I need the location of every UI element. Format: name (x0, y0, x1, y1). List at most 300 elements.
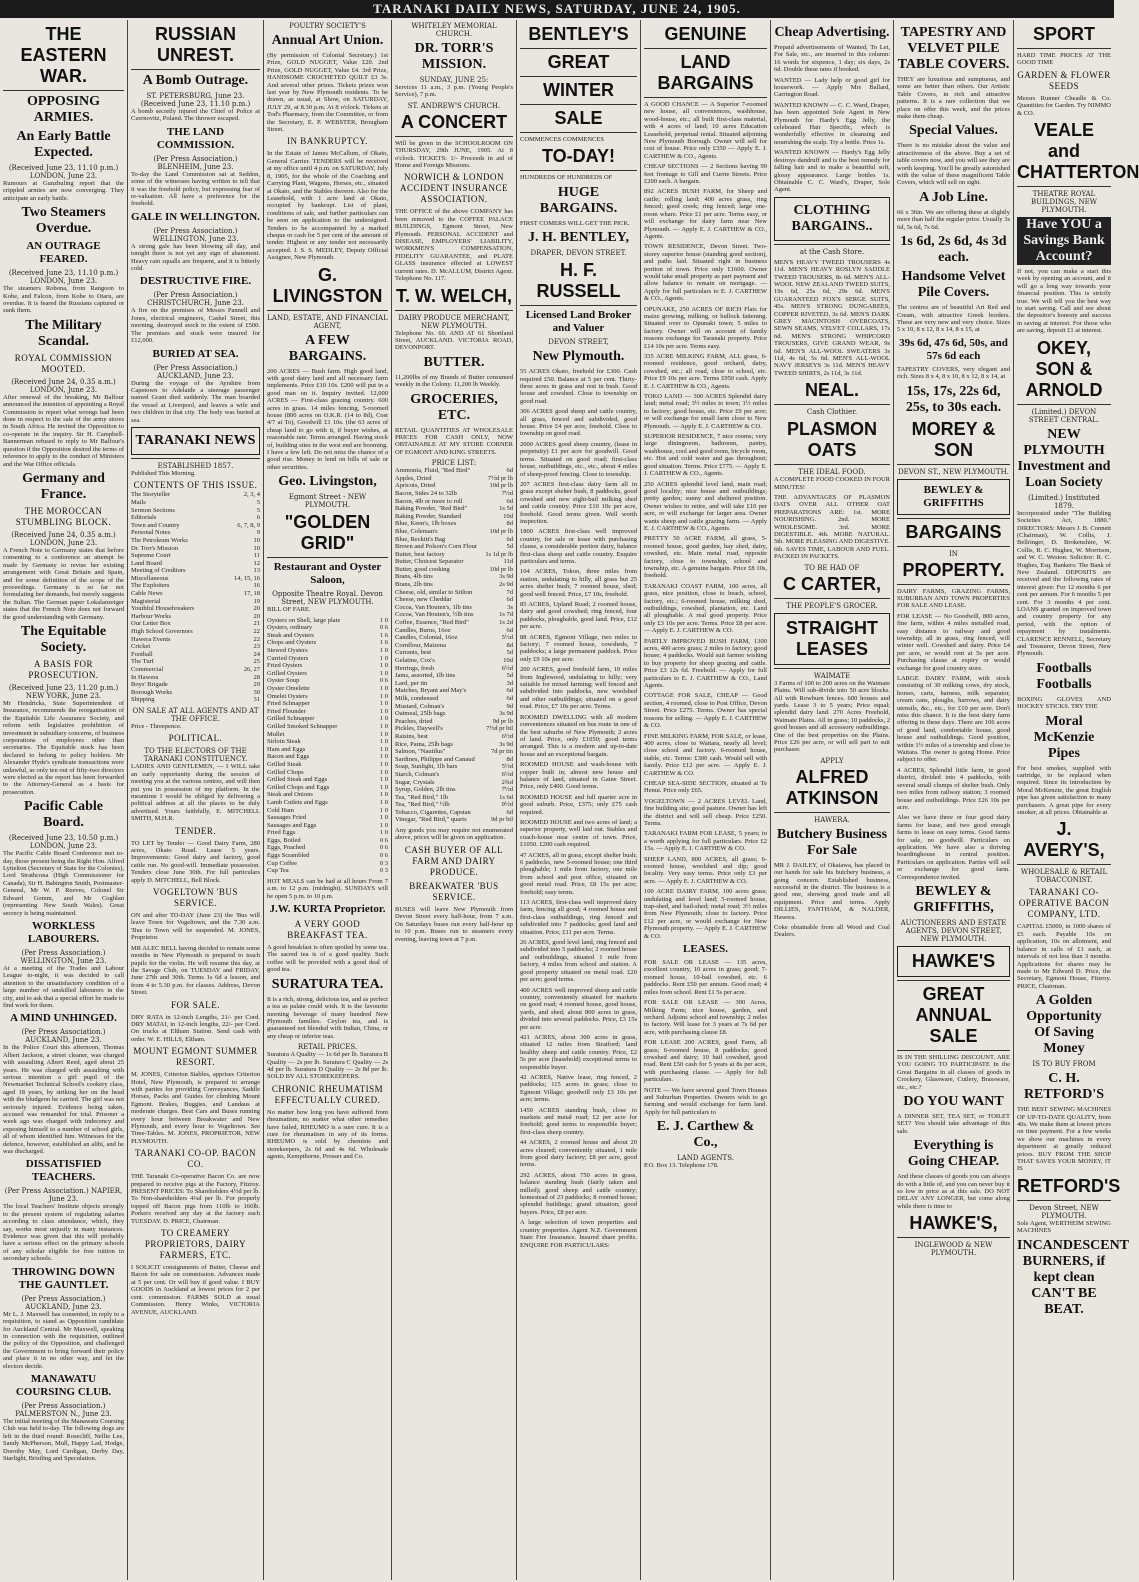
list-value: 1 0 (379, 692, 388, 700)
list-row (395, 581, 513, 589)
divider (267, 310, 388, 311)
article-block (131, 1228, 260, 1261)
body-text: A French Note to Germany states that before consenting to a conference an attempt be made by Germany to revise her existing arrangement with Great Britain and Spain, and for some definition of the scope of the proceedings. Germany is so far not formulating her demands, but merely suggests the Sultan. The German paper Lokalanzeiger states that the French Note does not forward the good understanding with Germany. (3, 546, 124, 621)
article-block (897, 1213, 1010, 1234)
article-block (774, 564, 890, 595)
list-row (267, 655, 388, 663)
body-text: BUSES will leave New Plymouth from Devon Street every half-hour, from 7 a.m. On Saturdays buses run every half-hour up to 10 p.m. Buses run to steamers every evening, leaving town at 7 p.m. (395, 905, 513, 943)
article-block (520, 761, 637, 791)
article-block (897, 76, 1010, 120)
article-block (131, 945, 260, 997)
article-block (774, 862, 890, 921)
article-block (644, 535, 767, 579)
article-block (3, 1028, 124, 1155)
list-row (131, 552, 260, 560)
list-value: 22 (253, 635, 260, 643)
list-row (395, 505, 513, 513)
list-value: 13 (253, 567, 260, 575)
list-value: 1 0 (379, 791, 388, 799)
article-block (774, 419, 890, 461)
list-row (395, 513, 513, 521)
headline: LAND BARGAINS (657, 52, 754, 93)
list-label: Blue, Keen's, 1lb boxes (395, 520, 457, 528)
list-value: 12 (253, 559, 260, 567)
body-text: TOKO LAND — 300 ACRES Splendid dairy land; metal road; 3½ miles to town; 1½ miles to factory; good house, etc. Price £9 per acre; or will exchange for small farm close to New Plymouth. — Apply E. J. CARTHEW & CO. (644, 393, 767, 430)
headline: FOR SALE. (170, 999, 220, 1010)
list-row (395, 657, 513, 665)
list-label: Pickles, Daywell's (395, 725, 443, 733)
headline: An Early Battle Expected. (16, 129, 111, 160)
article-block (3, 471, 124, 503)
headline: G. LIVINGSTON (272, 264, 383, 306)
article-block (395, 459, 513, 824)
headline: HUGE BARGAINS. (539, 184, 618, 216)
list-value: 1 6 (379, 639, 388, 647)
headline: A Golden Opportunity Of Saving Money (1026, 993, 1102, 1057)
list-row (267, 708, 388, 716)
headline: PLASMON OATS (787, 419, 877, 461)
article-block (267, 314, 388, 330)
body-text: P.O. Box 13. Telephone 178. (644, 1162, 719, 1170)
body-text: Suratura A Quality — 1s 6d per lb. Suratura B Quality — 2s per lb. Suratura C Quality — 2s 4d per lb. Suratura D Quality — 2s 8d per lb. SOLD BY ALL STOREKEEPERS. (267, 1051, 388, 1081)
headline: THROWING DOWN THE GAUNTLET. (12, 1265, 115, 1291)
newspaper-columns (0, 20, 1139, 1580)
divider (897, 1050, 1010, 1051)
article-block (774, 827, 890, 859)
body-text: Published This Morning. (131, 469, 196, 477)
article-block (520, 174, 637, 181)
list-value: 23 (253, 643, 260, 651)
list-label: Cocoa, Van Houten's, ½lb tins (395, 611, 474, 619)
list-value: 10d pr lb (489, 565, 513, 573)
body-text: FOR SALE OR LEASE — 300 Acres, Milking Farm; nice house, garden, and orchard. Adjoins school and township; 2 miles to factory. Will lease for 3 years at 7s 6d per acre, with purchasing clause £8. (644, 999, 767, 1036)
body-text: 26 ACRES, good level land, ring fenced and subdivided into 5 paddocks; 2 roomed house and outbuildings, situated 1 mile from factory, 4 miles from school and station. A good property situated on metal road. £20 per acre; good terms. (520, 939, 637, 984)
article-block (774, 248, 890, 256)
article-block (644, 481, 767, 533)
list-label: Ammonia, Fluid, "Red Bird" (395, 467, 471, 475)
body-text: TARANAKI FARM FOR LEASE, 5 years; to a worth applying for full particulars. Price £2 15s. — Apply E. J. CARTHEW & CO. (644, 830, 767, 853)
headline: CLOTHING BARGAINS.. (791, 202, 873, 234)
divider (774, 464, 890, 465)
article-block (267, 944, 388, 974)
headline: PROPERTY. (902, 559, 1005, 580)
list-value: 5d (506, 649, 513, 657)
headline: A Bomb Outrage. (142, 73, 249, 88)
headline: Everything is Going CHEAP. (907, 1138, 1000, 1170)
article-block (897, 142, 1010, 186)
body-text: At a meeting of the Trades and Labour League to-night, it was decided to call attention to the unsatisfactory condition of a large number of unskilled labourers in the city, and to ask that a special effort be made to find work for them. (3, 964, 124, 1009)
article-block (520, 1219, 637, 1249)
list-row (131, 560, 260, 568)
list-row (395, 467, 513, 475)
list-row (267, 761, 388, 769)
list-row (131, 605, 260, 613)
article-block (644, 780, 767, 795)
dateline: (Received June 24, 0.35 a.m.) LONDON, June 23. (11, 530, 116, 547)
body-text: 4 ACRES, Splendid little farm, in good district, divided into 4 paddocks, with several small clumps of shelter bush. Only two miles from railway station; 3 roomed house and outbuildings. Price £26 10s per acre. (897, 766, 1010, 811)
column-1 (0, 20, 128, 1580)
list-label: Miscellaneous (131, 574, 169, 582)
body-text: Any goods you may require not enumerated above, prices will be given on application. (395, 827, 513, 842)
article-block (520, 24, 637, 45)
list-label: Football (131, 650, 153, 658)
divider (520, 48, 637, 49)
headline: RUSSIAN UNREST. (154, 24, 236, 65)
list-label: Sausages Fried (267, 814, 307, 822)
body-text: Also we have three or four good dairy farms for lease, and two good enough farms to lease on easy terms. Good farms for sale, no goodwill. Particulars on application. We have also a thriving boardinghouse in central position. Particulars on application. Parties will sell or exchange for good farm. Correspondence invited. (897, 814, 1010, 881)
list-value: 6, 7, 8, 9 (237, 521, 260, 529)
article-block (520, 52, 637, 73)
article-block (267, 919, 388, 941)
list-row (395, 642, 513, 650)
article-block (644, 433, 767, 477)
article-block (131, 1148, 260, 1170)
list-label: Matches, Bryant and May's (395, 687, 467, 695)
list-row (395, 672, 513, 680)
headline: GREAT (547, 52, 610, 72)
list-row (395, 589, 513, 597)
headline: A Job Line. (919, 189, 988, 205)
body-text: During the voyage of the Ayrshire from Capetown to Adelaide a steerage passenger named Grant died suddenly. The man boarded the vessel at Liverpool, and leaves a wife and two children in that city. The body was buried at sea. (131, 379, 260, 424)
article-block (897, 337, 1010, 363)
list-value: 1 0 (379, 753, 388, 761)
article-block (774, 102, 890, 146)
dateline: Opposite Theatre Royal. Devon Street, NEW PLYMOUTH. (272, 590, 383, 607)
headline: TO CREAMERY PROPRIETORS, DAIRY FARMERS, ETC. (144, 1228, 247, 1261)
article-block (3, 353, 124, 375)
headline: Two Steamers Overdue. (21, 205, 106, 237)
headline: VOGELTOWN 'BUS SERVICE. (153, 887, 238, 909)
column-3 (264, 20, 392, 1580)
list-value: 0 3 (379, 867, 388, 875)
list-row (395, 619, 513, 627)
body-text: HOT MEALS can be had at all hours From 7 a.m. to 12 p.m. (midnight). SUNDAYS will be open 5 p.m. to 10 p.m. (267, 877, 388, 900)
list-label: Curried Oysters (267, 654, 309, 662)
body-text: WANTED — Lady help or good girl for housework. — Apply Mrs Ballard, Carrington Road. (774, 76, 890, 99)
list-value: 0 6 (379, 852, 388, 860)
article-block (3, 1295, 124, 1370)
article-block (395, 906, 513, 943)
dateline: (Received June 23, 11.10 p.m.) LONDON, June 23. (8, 164, 119, 180)
dateline: SUNDAY, JUNE 25: (419, 76, 489, 84)
list-label: Bacon, 4lb or more to roll (395, 497, 463, 505)
list-label: Blue, Coleman's (395, 527, 438, 535)
article-block (131, 1000, 260, 1011)
headline: 39s 6d, 47s 6d, 50s, and 57s 6d each (899, 336, 1008, 362)
list-value: 1 0 (379, 768, 388, 776)
article-block (644, 1119, 767, 1151)
list-value: 6d (506, 626, 513, 634)
list-label: Vinegar, "Red Bird," quarts (395, 816, 467, 824)
list-value: 6d (506, 808, 513, 816)
dateline: WAIMATE (813, 671, 851, 680)
body-text: 104 ACRES, Tokoo, three miles from station, undulating to hilly, all grass but 25 acres shelter bush; 7 roomed house, shed; good well fenced. Price, £7 10s, freehold. (520, 568, 637, 598)
body-text: If not, you can make a start this week by opening an account, and it will go a long way towards your financial position. This is strictly true. We will tell you the best way to start saving. Call and see about the depositor's honesty and success in saving at interest. For those who are saving, deposit £1 at interest. (1017, 268, 1111, 335)
body-text: 892 ACRES BUSH FARM, for Sheep and cattle; rolling land; 400 acres grass, ring fenced; good creek; ring fenced; large one-room whare. Price £1 per acre. Terms easy, or will exchange for dairy farm near New Plymouth. — Apply E. J. CARTHEW & CO., Agents. (644, 188, 767, 240)
article-block (3, 799, 124, 831)
article-block (1017, 993, 1111, 1057)
list-label: Brans, 2lb tins (395, 581, 433, 589)
list-row (267, 647, 388, 655)
headline: Cheap Advertising. (774, 25, 890, 40)
list-row (131, 575, 260, 583)
list-value: 1 0 (379, 783, 388, 791)
article-block (1017, 1175, 1121, 1197)
list-row (131, 522, 260, 530)
list-label: Currants, best (395, 649, 432, 657)
dateline: HAWERA. (814, 815, 850, 824)
list-row (131, 537, 260, 545)
list-row (395, 779, 513, 787)
body-text: ROOMED HOUSE and wash-house with copper built in; almost new house and balance of land, situated in Gaine Street. Price, only £400. Good terms. (520, 761, 637, 791)
headline: TARANAKI NEWS (135, 432, 256, 448)
list-label: Cup Coffee (267, 859, 298, 867)
body-text: To-day the Land Commission sat at Seddon, some of the witnesses having written to tell that it was the freehold policy, but expressing fear of re-valuation. All have a preference for the freehold. (131, 170, 260, 208)
article-block (267, 52, 388, 133)
article-block (267, 512, 388, 554)
body-text: DAIRY FARMS, GRAZING FARMS, SUBURBAN AND TOWN PROPERTIES FOR SALE AND LEASE. (897, 587, 1010, 610)
headline: "GOLDEN GRID" (284, 512, 371, 554)
list-label: Starch, Colman's (395, 770, 440, 778)
list-value: 6d (506, 535, 513, 543)
body-text: Will be given in the SCHOOLROOM ON THURSDAY, 29th JUNE, 1905. At 8 o'clock. TICKETS: 1/- Proceeds in aid of Home and Foreign Missions. (395, 139, 513, 170)
list-label: Sardines, Philippe and Canaud (395, 755, 475, 763)
article-block (3, 1012, 124, 1025)
dateline: THEATRE ROYAL BUILDINGS, NEW PLYMOUTH. (1031, 190, 1097, 215)
body-text: FINE MILKING FARM, FOR SALE, or lease, 400 acres, close to Waitara, nearly all level; close school and factory. 6-roomed house, stable, etc. Terms: £300 cash. Would sell with family. Price £12 per acre. — Apply E. J. CARTHEW & CO. (644, 732, 767, 777)
list-label: Cricket (131, 643, 151, 651)
body-text: COMMENCES COMMENCES (520, 136, 604, 143)
headline: TARANAKI CO-OPERATIVE BACON COMPANY, LTD. (1018, 887, 1110, 920)
list-label: Steak and Onions (267, 791, 313, 799)
list-label: The Petroleum Works (131, 536, 188, 544)
body-text: ROOMED HOUSE and two acres of land; a superior property, well laid out. Stables and coach-house near centre of town. Price, £1050. £200 cash required. (520, 818, 637, 849)
body-text: Incorporated under "The Building Societies Act, 1880." DIRECTORS: Messrs J. B. Connett (Chairman), W. Collis, J. Bellringer, D. Brokenshire, W. Collis, R. C. Hughes, W. Morrison, and W. C. Weston. Solicitor: R. C. Hughes, Esq. Bankers: The Bank of New Zealand. DEPOSITS are received and the following rates of interest given: For 12 months 6 per cent per annum. For 6 months 5 per cent. For 3 months 4 per cent. LOANS granted on improved town and country property for any period, with the option of repayment by instalments. CLARENCE RENNELL, Secretary and Treasurer, Devon Street, New Plymouth. (1017, 509, 1111, 658)
list-value: 3s 9d (499, 573, 513, 581)
list-value: 1 0 (379, 685, 388, 692)
body-text: A bomb secretly injured the Chief of Police at Czernovitz, Poland. The thrower escaped. (131, 108, 260, 123)
list-label: Editorials (131, 514, 157, 522)
article-block (395, 172, 513, 205)
article-block (1017, 217, 1111, 265)
body-text: LARGE DAIRY FARM, with stock consisting of 30 milking cows, dry stock, horses, carts, harness, milk separator, cream cans, ploughs, harrows, and dairy utensils, &c., etc., for £10 per acre. Don't miss this chance. It is the best dairy farm offering in these days. There are 106 acres of good land, comfortable house, good house and outbuildings. Good position, within 1½ miles of a township and close to Waitara. The owner is going Home. Price subject to offer. (897, 675, 1010, 764)
body-text: THE OFFICE of the above COMPANY has been removed to the COFFEE PALACE BUILDINGS, Egmont Street, New Plymouth. PERSONAL ACCIDENT and DISEASE, EMPLOYERS' LIABILITY, WORKMEN'S COMPENSATION, FIDELITY GUARANTEE, and PLATE GLASS insurance effected at LOWEST current rates. D. McALLUM, District Agent. Telephone No. 117. (395, 208, 513, 283)
body-text: 2000 ACRES good sheep country, (lease in perpetuity) £1 per acre for goodwill. Good terms. Situated on good road; first-class house, outbuildings, etc., etc., about 4 miles of sheep-proof fencing. Close to township. (520, 440, 637, 478)
article-block (897, 304, 1010, 334)
list-row (395, 703, 513, 711)
list-label: Magisterial (131, 597, 161, 605)
list-label: Grilled Chops and Eggs (267, 783, 330, 791)
list-label: Oyster Soup (267, 677, 300, 685)
headline: NEAL. (805, 380, 859, 401)
list-value: 5 (256, 506, 260, 514)
article-block (774, 924, 890, 939)
article-block (520, 249, 637, 257)
article-block (395, 286, 513, 307)
body-text: 292 ACRES, about 750 acres in grass, balance standing bush (fairly taken and milled); good sheep and cattle country; homestead of 23 paddocks; 8 roomed house; splendid buildings; grand situation; good buyers. Price, £8 per acre. (520, 1171, 637, 1216)
list-value: 6½d (501, 732, 513, 740)
article-block (897, 468, 1010, 476)
list-row (267, 799, 388, 807)
body-text: 1450 ACRES standing bush, close to markets and metal road; £2 per acre for freehold; good terms to responsible buyer; first-class sheep country. (520, 1106, 637, 1136)
article-block (644, 1087, 767, 1117)
list-row (131, 681, 260, 689)
list-label: Fried Flounder (267, 707, 306, 715)
list-row (267, 807, 388, 815)
divider (774, 404, 890, 405)
list-label: Milk, condensed (395, 694, 439, 702)
list-label: Syrup, Golden, 2lb tins (395, 786, 456, 794)
article-block (520, 309, 637, 335)
list-label: Candles, Burns, 16oz (395, 626, 451, 634)
headline: NORWICH & LONDON ACCIDENT INSURANCE ASSOCIATION. (399, 172, 509, 205)
body-text: (By permission of Colonial Secretary.) 1st Prize, GOLD NUGGET, Value £20. 2nd Prize, GOLD NUGGET, Value £4. 3rd Prize, HANDSOME CROCHETED QUILT £3 3s. And several other prizes. Tickets prizes won last year by New Plymouth residents. To be drawn, as usual, at Show, on SATURDAY, JULY 29, at 8.30 p.m. At 8 o'clock. Tickets at Tod's Pharmacy, from the Committee, or from the Secretary, E. P. WEBSTER, Brougham Street. (267, 52, 388, 134)
list-row (395, 566, 513, 574)
list-value: 0 6 (379, 836, 388, 844)
divider (267, 557, 388, 558)
list-row (131, 674, 260, 682)
list-row (395, 763, 513, 771)
article-block (520, 714, 637, 758)
body-text: M. JONES, Criterion Stables, apprises Criterion Hotel, New Plymouth, is prepared to arrange with parties for providing Conveyances, Saddle Horses, Packs and Guides for climbing Mount Egmont. Brakes, Buggies, and Landaus at moderate charges. Best Cars and Buses running every hour between Breakwater and New Plymouth, and every hour to Vogeltown. See Time-Tables. M. JONES, PROPRIETOR, NEW PLYMOUTH. (131, 1071, 260, 1145)
body-text: A strong gale has been blowing all day, and tonight there is not yet any sign of abatement. Heavy rain squalls are frequent, and it is bitterly cold. (131, 242, 260, 273)
article-block (520, 481, 637, 525)
list-row (395, 649, 513, 657)
list-value: 6d (506, 467, 513, 475)
article-block (644, 943, 767, 956)
list-label: Brown and Polson's Corn Flour (395, 543, 478, 551)
kicker: ST. ANDREW'S CHURCH. (407, 101, 501, 110)
headline: THE MOROCCAN STUMBLING BLOCK. (15, 505, 112, 527)
list-label: Personal Notes (131, 529, 171, 537)
list-label: Sausages and Eggs (267, 821, 317, 829)
list-value: 1 0 (379, 700, 388, 708)
list-value: 29 (253, 681, 260, 689)
article-block (774, 77, 890, 99)
dateline: WHOLESALE & RETAIL TOBACCONIST. (1020, 868, 1108, 885)
list-label: Cold Ham (267, 806, 294, 814)
dateline: (Received June 23, 11.10 p.m.) LONDON, June 23. (8, 269, 119, 286)
list-value: 9d pr btl (490, 816, 513, 824)
article-block (3, 129, 124, 161)
article-block (644, 163, 767, 185)
article-block (897, 550, 1010, 581)
divider (520, 305, 637, 306)
divider (774, 598, 890, 599)
body-text: THEY are luxurious and sumptuous, and some are better than others. Our Artistic Table Covers, in rich and attractive patterns. It is a rare collection that we place on offer this week, and the prices make them cheap. (897, 76, 1010, 121)
body-text: LADIES AND GENTLEMEN, — I WILL take an early opportunity during the session of meeting you at the various centres, and will then put you in possession of my platform. In the meantime I would be obliged by delivering a political address at all the places to be duly advertised. Yours faithfully, E. MITCHELL SMITH, M.H.R. (131, 763, 260, 823)
article-block (774, 380, 890, 401)
article-block (644, 999, 767, 1036)
article-block (131, 24, 260, 66)
list-label: Stewed Oysters (267, 647, 308, 655)
article-block (774, 197, 890, 241)
list-row (267, 822, 388, 830)
headline: A BASIS FOR PROSECUTION. (28, 658, 99, 680)
dateline: ON SALE AT ALL AGENTS AND AT THE OFFICE. (132, 706, 259, 723)
article-block (897, 1113, 1010, 1135)
list-label: Bacon and Eggs (267, 753, 310, 761)
kicker: POULTRY SOCIETY'S (289, 22, 366, 30)
list-label: Our Letter Box (131, 620, 171, 628)
body-text: WANTED KNOWN — C. C. Ward, Draper, has been appointed Sole Agent in New Plymouth for Hardy's Egg Jelly, the celebrated Hair Specific, which is wonderfully effective in cleansing and nourishing the scalp. Try a bottle. Price 1s. (774, 101, 890, 146)
list-value: 1 0 (379, 662, 388, 670)
list-label: Town and Country (131, 521, 180, 529)
headline: HAWKE'S (911, 950, 996, 971)
list-row (395, 498, 513, 506)
list-row (395, 725, 513, 733)
article-block (3, 684, 124, 796)
article-block (520, 852, 637, 896)
article-block (1017, 1237, 1130, 1318)
article-block (1017, 408, 1111, 424)
dateline: THE IDEAL FOOD. (798, 468, 866, 477)
body-text: TO LET by Tender — Good Dairy Farm, 280 acres, Okato Road. Lease 5 years. Improvements: Good dairy and factory, good cattle run. No good-will. Immediate possession. Tenders close June 30th. For full particulars apply D. MITCHELL, Bell Block. (131, 839, 260, 884)
dateline: (Per Press Association.) CHRISTCHURCH, June 23. (147, 291, 244, 308)
dateline: (Per Press Association.) AUCKLAND, June 23. (153, 363, 238, 380)
list-label: Baking Powder, "Red Bird" (395, 505, 468, 513)
list-label: Sirloin Steak (267, 738, 301, 746)
list-label: Oatmeal, 25lb bags (395, 710, 446, 718)
list-value: 7½d pr btl (486, 725, 513, 733)
list-value: 31 (253, 696, 260, 704)
list-value: 17, 18 (243, 590, 260, 598)
list-row (267, 693, 388, 701)
dateline: (Per Press Association.) WELLINGTON, June 23. (152, 226, 239, 243)
headline: ALFRED ATKINSON (785, 766, 879, 808)
divider (1017, 404, 1111, 405)
list-row (267, 814, 388, 822)
list-row (267, 639, 388, 647)
headline: Restaurant and Oyster Saloon, (273, 561, 382, 587)
article-block (897, 522, 1010, 543)
article-block (897, 946, 1010, 977)
list-row (395, 611, 513, 619)
article-block (131, 155, 260, 208)
article-block (3, 24, 124, 87)
list-value: 6d (506, 694, 513, 702)
list-row (131, 651, 260, 659)
article-block (1017, 52, 1111, 67)
headline: DISSATISFIED TEACHERS. (25, 1158, 102, 1184)
article-block (520, 634, 637, 664)
article-block (897, 588, 1010, 610)
list-label: Commercial (131, 666, 164, 673)
list-label: Fried Eggs (267, 829, 296, 837)
list-label: Boys' Brigade (131, 681, 168, 689)
dateline: (Per Press Association.) AUCKLAND, June 23. (21, 1294, 106, 1311)
article-block (267, 150, 388, 261)
divider (774, 812, 890, 813)
list-row (395, 573, 513, 581)
body-text: IS IN THE SHILLING DISCOUNT. ARE YOU GOING TO PARTICIPATE In the Great Bargains in all classes of goods in Crockery, Glassware, Cutlery, Brassware, etc., etc.? (897, 1053, 1010, 1091)
body-text: FOR LEASE 200 ACRES, good Farm, all grass; 6-roomed house, 8 paddocks; good cowshed and dairy; 10 bail cowshed, good road. Rent £50 cash for 5 years at 8s per acre, with purchasing clause. — Apply for full particulars. (644, 1039, 767, 1084)
article-block (644, 692, 767, 729)
list-value: 11d (503, 558, 513, 566)
list-row (131, 567, 260, 575)
article-block (131, 348, 260, 361)
list-value: 1 0 (379, 776, 388, 784)
list-value: 1 0 (379, 707, 388, 715)
article-block (644, 856, 767, 886)
article-block (644, 888, 767, 940)
list-row (267, 617, 388, 625)
article-block (897, 269, 1010, 301)
article-block (520, 146, 637, 167)
list-row (395, 816, 513, 824)
body-text: ROOMED HOUSE and full quarter acre in good suburb. Price, £375; only £75 cash required. (520, 793, 637, 816)
body-text: The initial meeting of the Manawatu Coursing Club was held to-day. The following dogs are left in the third round: Rosecliff, Nellie Lee, Sandy McPherson, Mull, Happy Lad, Hodge, Dorothy May, Lord Cardigan, Derby Day, Starlight, Bristling and Speculation. (3, 1417, 124, 1462)
